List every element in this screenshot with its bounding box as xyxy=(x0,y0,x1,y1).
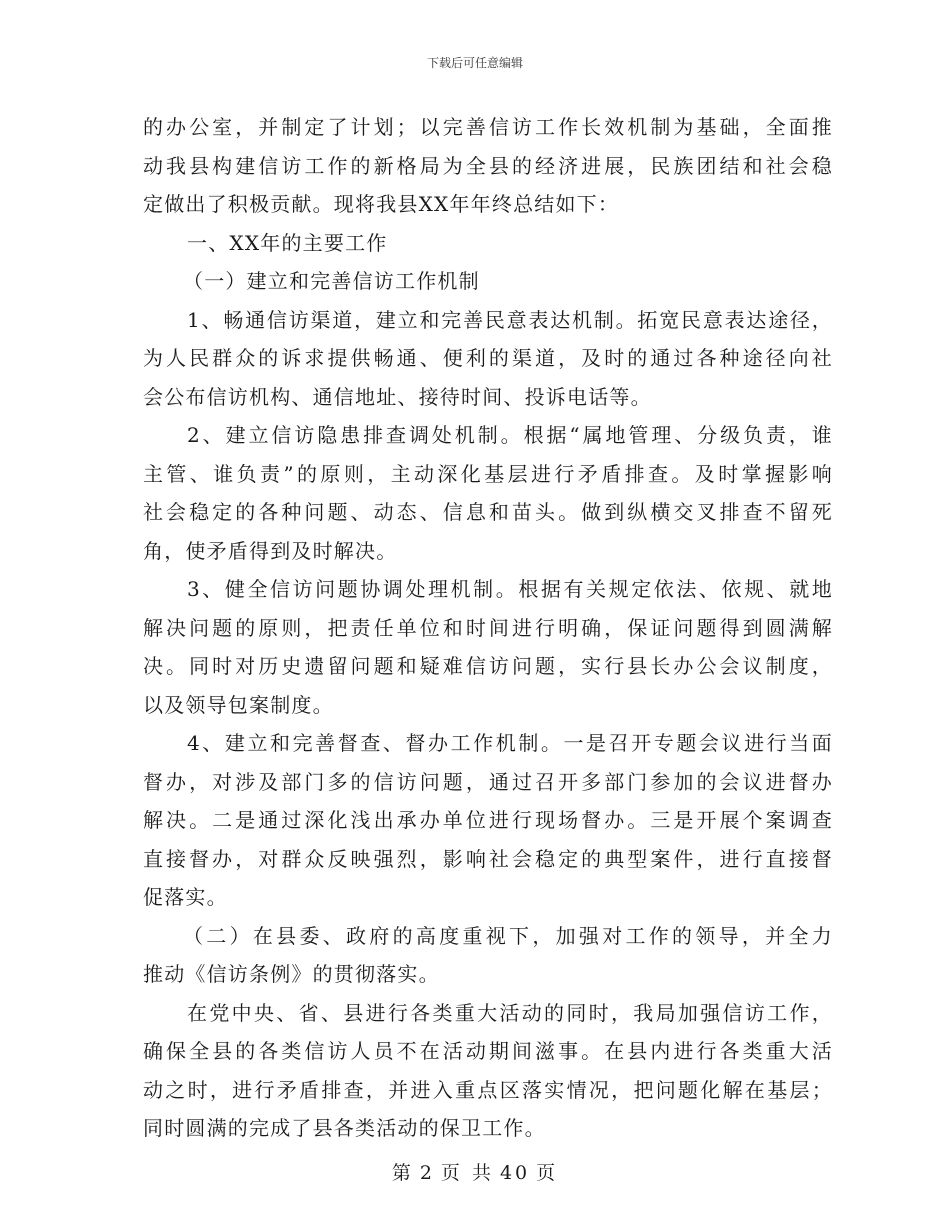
text-line: 解决。二是通过深化浅出承办单位进行现场督办。三是开展个案调查 xyxy=(143,808,833,832)
subsection-heading: （一）建立和完善信访工作机制 xyxy=(183,269,480,293)
text-line: 确保全县的各类信访人员不在活动期间滋事。在县内进行各类重大活 xyxy=(143,1039,833,1063)
text-line: 解决问题的原则，把责任单位和时间进行明确，保证问题得到圆满解 xyxy=(143,615,833,640)
document-body xyxy=(143,108,833,1148)
text-line: 主管、谁负责”的原则，主动深化基层进行矛盾排查。及时掌握影响 xyxy=(143,461,833,486)
current-page-number: 2 xyxy=(419,1162,435,1184)
text-line: 1、畅通信访渠道，建立和完善民意表达机制。拓宽民意表达途径， xyxy=(187,307,833,332)
text-line: 3、健全信访问题协调处理机制。根据有关规定依法、依规、就地 xyxy=(187,577,833,601)
footer-prefix: 第 xyxy=(391,1162,414,1184)
text-line: 2、建立信访隐患排查调处机制。根据“属地管理、分级负责，谁 xyxy=(187,423,833,447)
text-line: 为人民群众的诉求提供畅通、便利的渠道，及时的通过各种途径向社 xyxy=(143,346,833,370)
section-heading: 一、XX年的主要工作 xyxy=(187,230,388,255)
text-line: 动之时，进行矛盾排查，并进入重点区落实情况，把问题化解在基层； xyxy=(143,1077,833,1102)
text-line: 督办，对涉及部门多的信访问题，通过召开多部门参加的会议进督办 xyxy=(143,769,833,794)
text-line: 决。同时对历史遗留问题和疑难信访问题，实行县长办公会议制度， xyxy=(143,654,833,678)
text-line: 的办公室，并制定了计划；以完善信访工作长效机制为基础，全面推 xyxy=(143,115,833,139)
text-line: 以及领导包案制度。 xyxy=(143,692,334,717)
subsection-heading: （二）在县委、政府的高度重视下，加强对工作的领导，并全力 xyxy=(183,923,833,948)
header-note: 下载后可任意编辑 xyxy=(426,56,523,70)
footer-middle: 页 共 xyxy=(440,1162,494,1184)
text-line: 推动《信访条例》的贯彻落实。 xyxy=(143,962,440,986)
text-line: 角，使矛盾得到及时解决。 xyxy=(143,538,398,563)
page-footer xyxy=(0,1158,950,1185)
text-line: 定做出了积极贡献。现将我县XX年年终总结如下： xyxy=(143,192,620,216)
footer-suffix: 页 xyxy=(536,1162,559,1184)
text-line: 4、建立和完善督查、督办工作机制。一是召开专题会议进行当面 xyxy=(187,731,833,755)
text-line: 在党中央、省、县进行各类重大活动的同时，我局加强信访工作， xyxy=(187,1000,833,1025)
text-line: 动我县构建信访工作的新格局为全县的经济进展，民族团结和社会稳 xyxy=(143,153,833,178)
text-line: 直接督办，对群众反映强烈，影响社会稳定的典型案件，进行直接督 xyxy=(143,846,833,871)
text-line: 会公布信访机构、通信地址、接待时间、投诉电话等。 xyxy=(143,384,652,409)
total-page-number: 40 xyxy=(499,1162,531,1184)
text-line: 社会稳定的各种问题、动态、信息和苗头。做到纵横交叉排查不留死 xyxy=(143,500,833,524)
text-line: 同时圆满的完成了县各类活动的保卫工作。 xyxy=(143,1116,546,1140)
text-line: 促落实。 xyxy=(143,885,228,909)
